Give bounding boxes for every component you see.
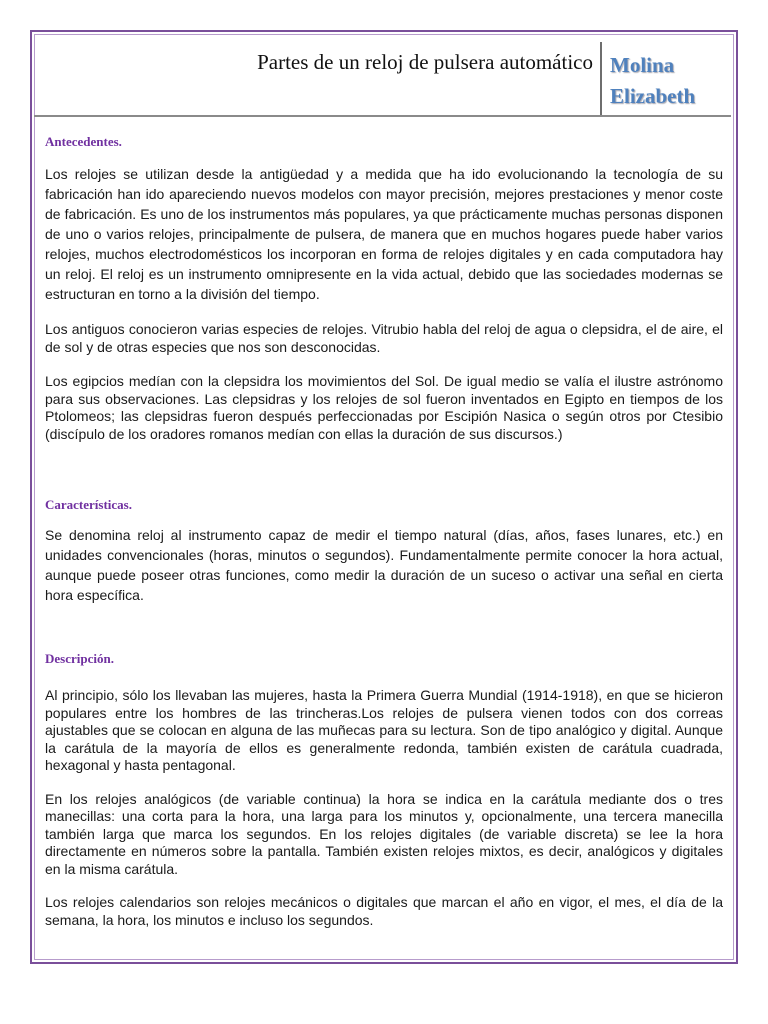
header-divider [600,42,602,115]
document-body [45,134,723,929]
paragraph: En los relojes analógicos (de variable continua) la hora se indica en la carátula mediante dos o tres manecillas: una corta para la hora, una larga para los minutos y, opcionalmente, una tercera manecilla también larga que marca los segundos. En los relojes digitales (de variable discreta) se lee la hora directamente en números sobre la pantalla. También existen relojes mixtos, es decir, analógicos y digitales en la misma carátula. [45,790,723,877]
paragraph: Los relojes se utilizan desde la antigüedad y a medida que ha ido evolucionando la tecnología de su fabricación han ido apareciendo nuevos modelos con mayor precisión, mejores prestaciones y menor coste de fabricación. Es uno de los instrumentos más populares, ya que prácticamente muchas personas disponen de uno o varios relojes, principalmente de pulsera, de manera que en muchos hogares puede haber varios relojes, muchos electrodomésticos los incorporan en forma de relojes digitales y en cada computadora hay un reloj. El reloj es un instrumento omnipresente en la vida actual, debido que las sociedades modernas se estructuran en torno a la división del tiempo. [45,166,723,302]
document-header [34,42,731,115]
paragraph: Los egipcios medían con la clepsidra los movimientos del Sol. De igual medio se valía el ilustre astrónomo para sus observaciones. Las clepsidras y los relojes de sol fueron inventados en Egipto en tiempos de los Ptolomeos; las clepsidras fueron después perfeccionadas por Escipión Nasica o según otros por Ctesibio (discípulo de los oradores romanos medían con ellas la duración de sus discursos.) [45,373,723,442]
author-name [610,50,695,112]
paragraph: Los relojes calendarios son relojes mecánicos o digitales que marcan el año en vigor, el mes, el día de la semana, la hora, los minutos e incluso los segundos. [45,894,723,928]
author-last-name: Elizabeth [610,84,696,108]
section-heading-descripcion: Descripción. [45,651,114,666]
section-heading-caracteristicas: Características. [45,497,132,512]
author-first-name: Molina [610,53,675,77]
paragraph: Al principio, sólo los llevaban las mujeres, hasta la Primera Guerra Mundial (1914-1918), en que se hicieron populares entre los hombres de las trincheras.Los relojes de pulsera vienen todos con dos correas ajustables que se colocan en alguna de las muñecas para su lectura. Son de tipo analógico y digital. Aunque la carátula de la mayoría de ellos es generalmente redonda, también existen de carátula cuadrada, hexagonal y hasta pentagonal. [45,687,723,773]
document-title: Partes de un reloj de pulsera automático [257,50,593,74]
header-rule [34,115,731,117]
paragraph: Se denomina reloj al instrumento capaz de medir el tiempo natural (días, años, fases lunares, etc.) en unidades convencionales (horas, minutos o segundos). Fundamentalmente permite conocer la hora actual, aunque puede poseer otras funciones, como medir la duración de un suceso o activar una señal en cierta hora específica. [45,527,723,603]
section-heading-antecedentes: Antecedentes. [45,134,122,149]
paragraph: Los antiguos conocieron varias especies de relojes. Vitrubio habla del reloj de agua o clepsidra, el de aire, el de sol y de otras especies que nos son desconocidas. [45,321,723,355]
